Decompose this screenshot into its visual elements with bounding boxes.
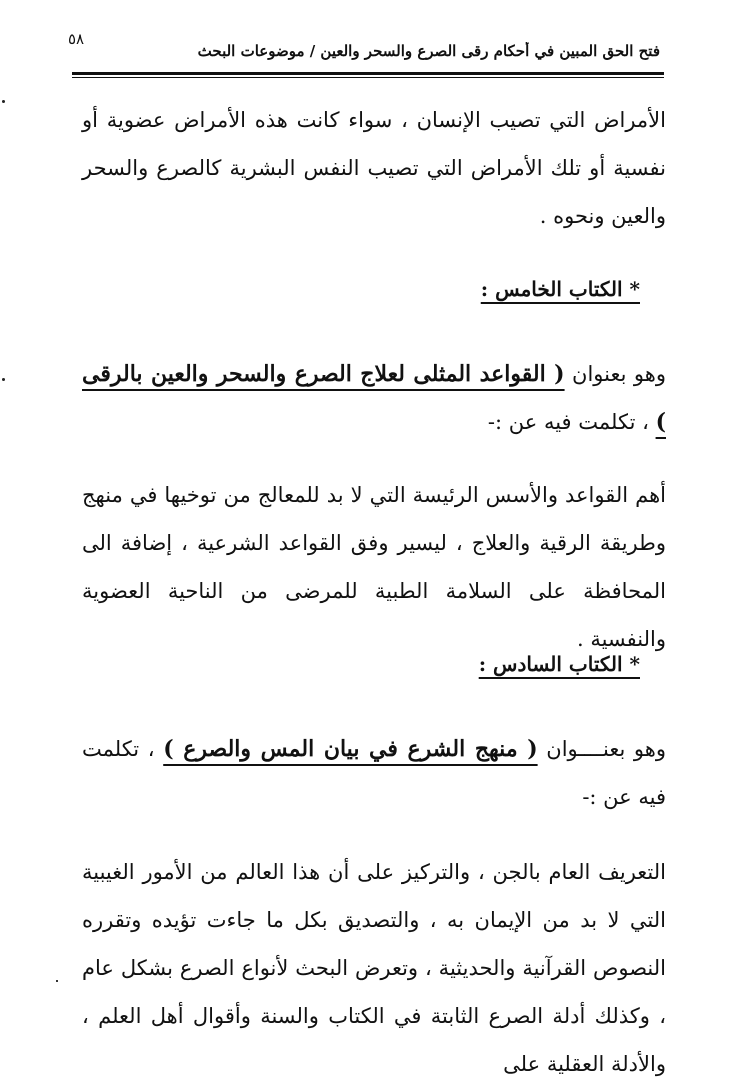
- margin-mark: [2, 378, 5, 381]
- heading-book-6: * الكتاب السادس :: [478, 652, 640, 676]
- book-5-suffix: ، تكلمت فيه عن :-: [487, 410, 649, 434]
- header-rule-thin: [72, 77, 664, 78]
- book-5-title: ( القواعد المثلى لعلاج الصرع والسحر والعين بالرقى ): [82, 361, 666, 435]
- paragraph-book-6-body: التعريف العام بالجن ، والتركيز على أن هذا العالم من الأمور الغيبية التي لا بد من الإيمان به ، والتصديق بكل ما جاءت تؤيده وتقرره النصوص القرآنية والحديثية ، وتعرض البحث لأنواع الصرع بشكل عام ، وكذلك أدلة الصرع الثابتة في الكتاب والسنة وأقوال أهل العلم ، والأدلة العقلية على: [82, 860, 666, 1076]
- margin-mark: [2, 100, 5, 103]
- book-6-prefix: وهو بعنــــوان: [546, 737, 666, 761]
- heading-book-5: * الكتاب الخامس :: [480, 277, 640, 301]
- book-5-prefix: وهو بعنوان: [572, 362, 666, 386]
- header-rule: [72, 72, 664, 75]
- page-number: ٥٨: [68, 30, 85, 48]
- running-header: فتح الحق المبين في أحكام رقى الصرع والسحر والعين / موضوعات البحث: [197, 42, 660, 60]
- book-6-title: ( منهج الشرع في بيان المس والصرع ): [163, 736, 538, 762]
- paragraph-book-5-intro: [82, 350, 666, 446]
- book-6-suffix: ، تكلمت فيه عن :-: [82, 737, 666, 809]
- paragraph-book-6-intro: [82, 725, 666, 821]
- paragraph-book-5-body: أهم القواعد والأسس الرئيسة التي لا بد للمعالج من توخيها في منهج وطريقة الرقية والعلاج ، ليسير وفق القواعد الشرعية ، إضافة الى المحافظة على السلامة الطبية للمرضى من الناحية العضوية والنفسية .: [82, 483, 666, 651]
- paragraph-1: الأمراض التي تصيب الإنسان ، سواء كانت هذه الأمراض عضوية أو نفسية أو تلك الأمراض التي تصيب النفس البشرية كالصرع والسحر والعين ونحوه .: [82, 108, 666, 228]
- stray-mark: [56, 980, 58, 982]
